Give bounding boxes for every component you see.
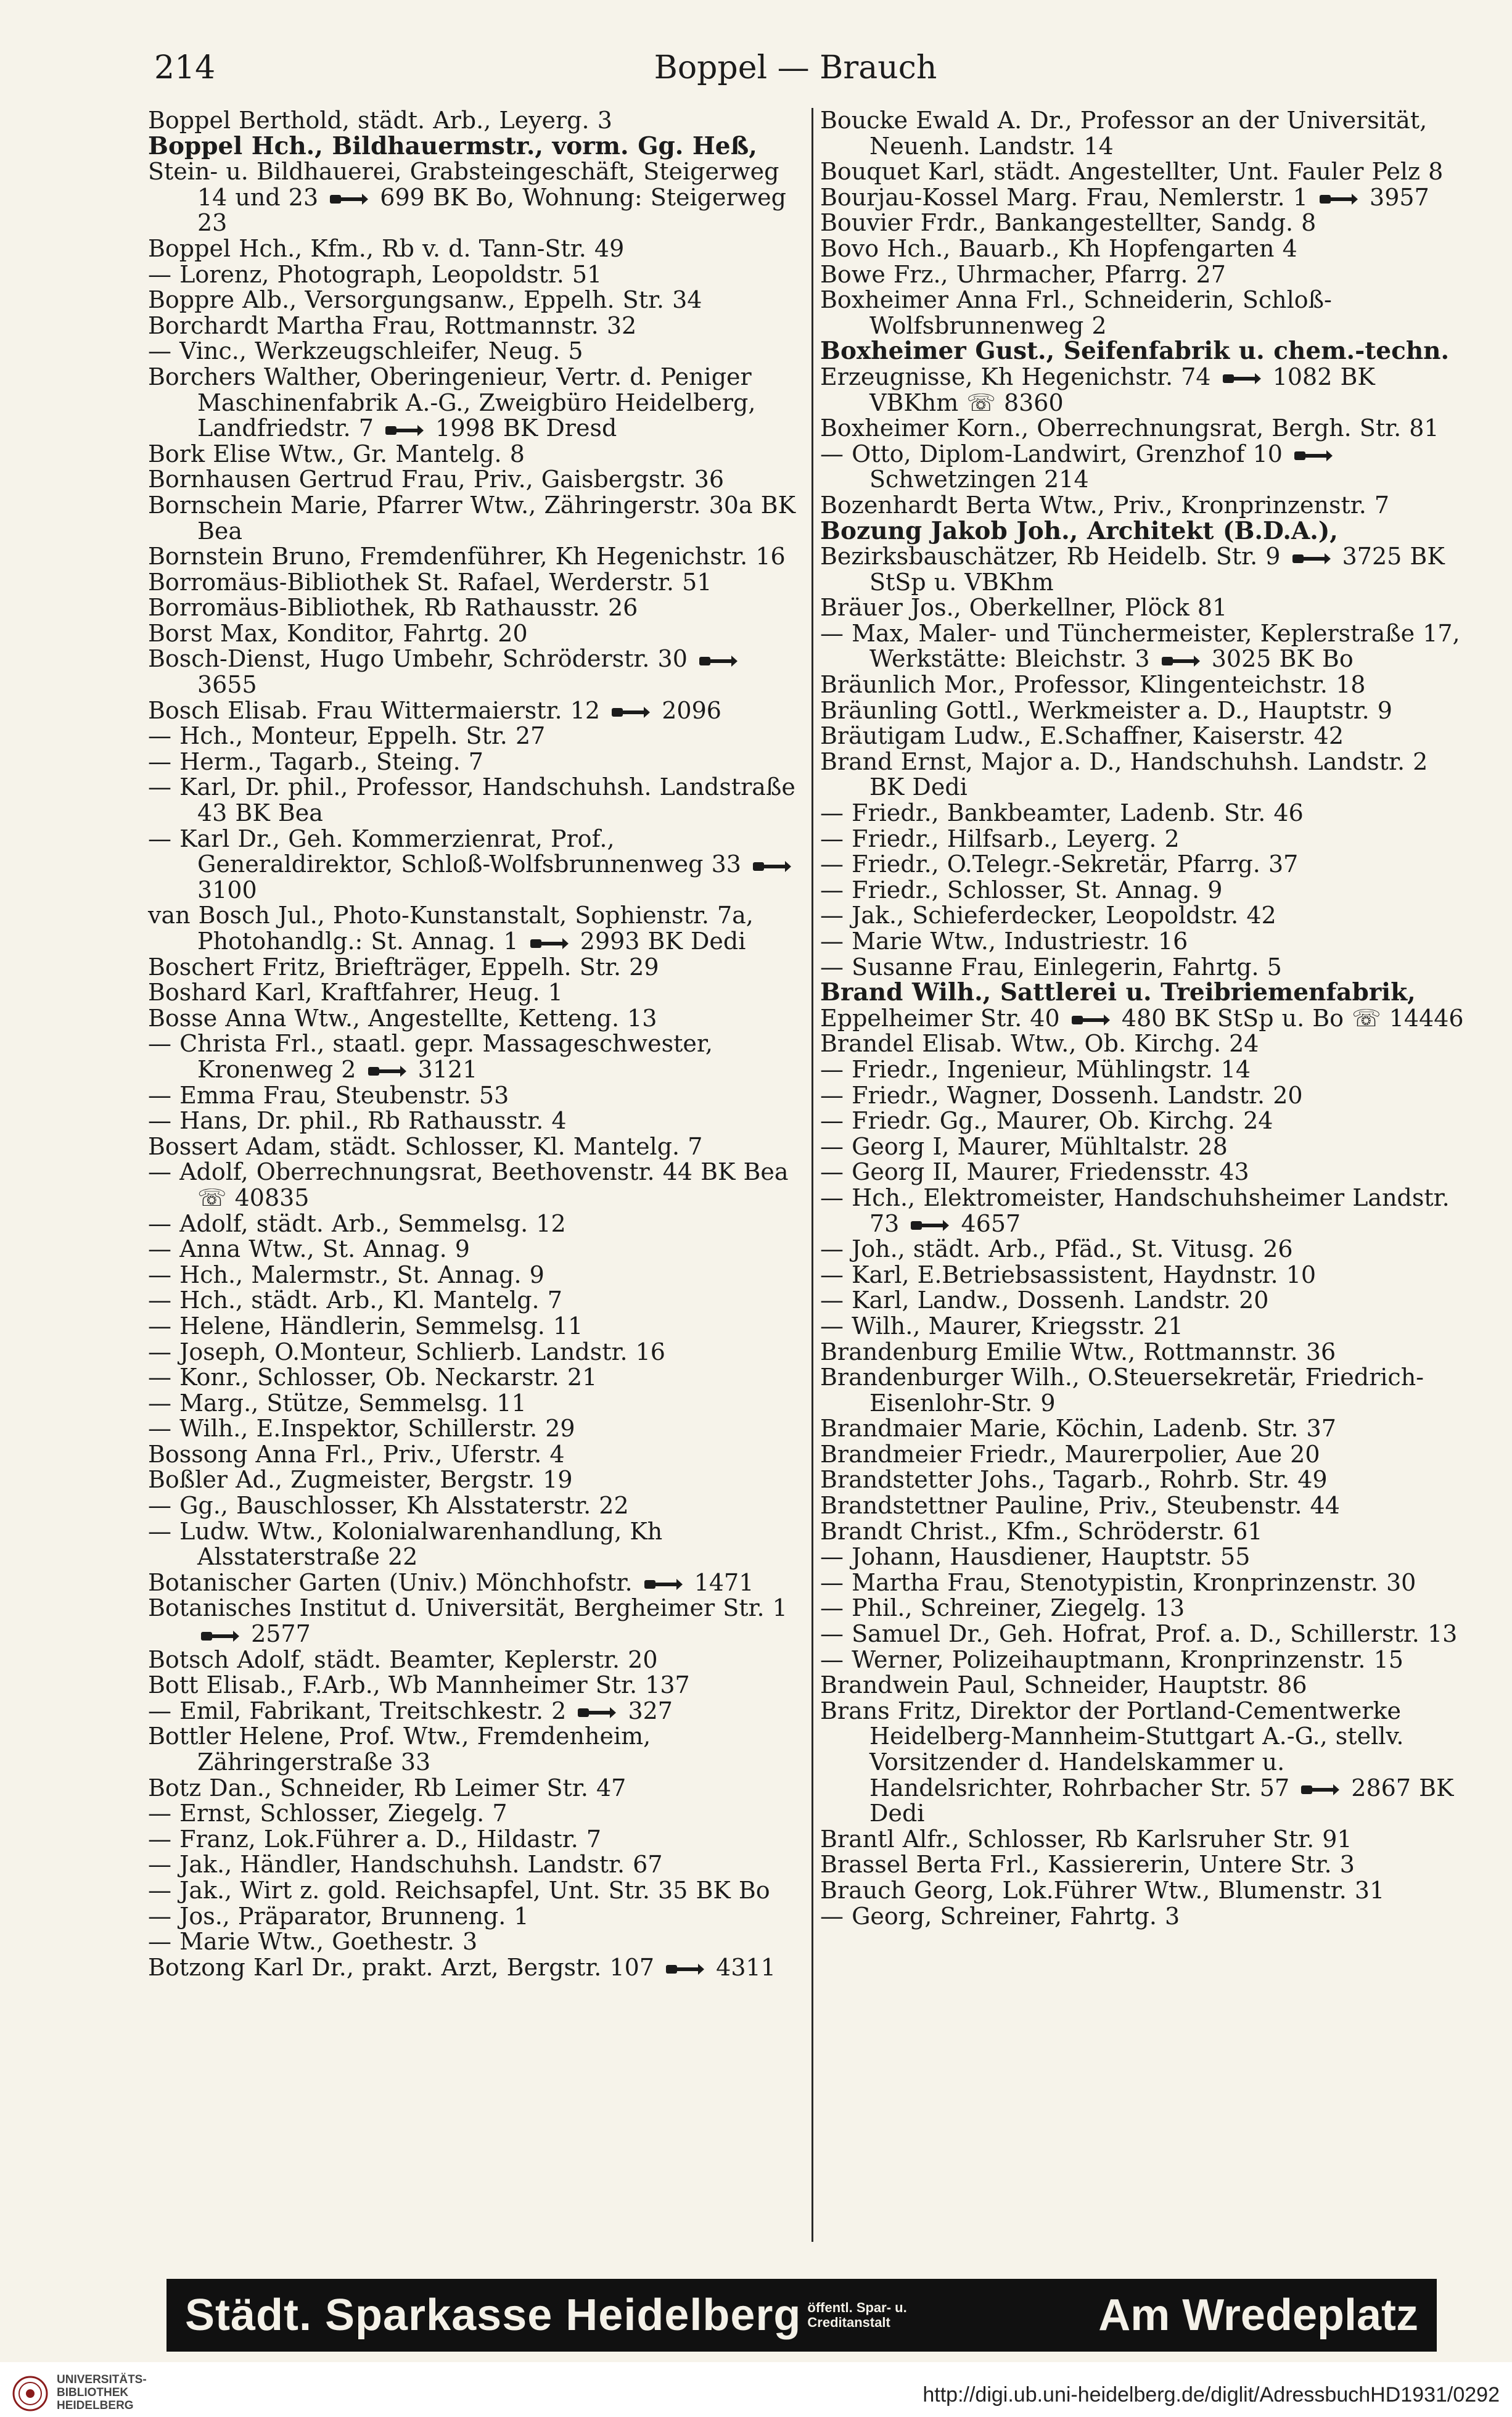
directory-entry: — Jak., Schieferdecker, Leopoldstr. 42 [820,902,1276,929]
advertiser-subtitle-line-2: Creditanstalt [807,2315,890,2330]
directory-entry: Bovo Hch., Bauarb., Kh Hopfengarten 4 [820,234,1297,262]
directory-entry: Bornstein Bruno, Fremdenführer, Kh Hegenichstr. 16 [148,543,786,570]
directory-entry: — Marie Wtw., Goethestr. 3 [148,1928,478,1956]
directory-entry: Boppre Alb., Versorgungsanw., Eppelh. Str. 34 [148,286,702,314]
telephone-icon [911,1219,949,1232]
directory-entry: Brantl Alfr., Schlosser, Rb Karlsruher Str. 91 [820,1825,1352,1853]
directory-entry: Bräunlich Mor., Professor, Klingenteichstr. 18 [820,671,1366,699]
directory-entry: Bornschein Marie, Pfarrer Wtw., Zähringerstr. 30a BK Bea [148,491,795,545]
directory-entry: Boppel Berthold, städt. Arb., Leyerg. 3 [148,107,612,134]
directory-entry: Botanischer Garten (Univ.) Mönchhofstr. 1471 [148,1568,754,1596]
directory-entry: Brans Fritz, Direktor der Portland-Cementwerke Heidelberg-Mannheim-Stuttgart A.-G., stellv. Vorsitzender d. Handelskammer u. Handelsrichter, Rohrbacher Str. 57 2867 BK Dedi [820,1697,1454,1827]
directory-entry: Brandmeier Friedr., Maurerpolier, Aue 20 [820,1440,1320,1468]
directory-entry: — Emil, Fabrikant, Treitschkestr. 2 327 [148,1697,673,1724]
left-column [148,108,795,1980]
directory-entry: Bott Elisab., F.Arb., Wb Mannheimer Str. 137 [148,1671,690,1699]
column-divider [811,108,813,2242]
directory-entry: Brandenburg Emilie Wtw., Rottmannstr. 36 [820,1338,1336,1365]
directory-entry: Boppel Hch., Bildhauermstr., vorm. Gg. Heß, [148,131,757,160]
directory-entry: Boxheimer Korn., Oberrechnungsrat, Bergh. Str. 81 [820,414,1439,442]
directory-entry: Bossong Anna Frl., Priv., Uferstr. 4 [148,1440,565,1468]
telephone-icon [644,1578,683,1591]
page-title: Boppel — Brauch [654,49,937,86]
telephone-icon [1223,372,1261,385]
directory-entry: Brandel Elisab. Wtw., Ob. Kirchg. 24 [820,1030,1259,1058]
directory-entry: Boucke Ewald A. Dr., Professor an der Universität, Neuenh. Landstr. 14 [820,107,1428,160]
footer [0,2362,1512,2417]
directory-entry: Botsch Adolf, städt. Beamter, Keplerstr. 20 [148,1645,658,1673]
telephone-icon [612,706,650,719]
directory-entry: Bräutigam Ludw., E.Schaffner, Kaiserstr. 42 [820,722,1344,750]
telephone-icon [530,937,569,950]
directory-entry: — Hans, Dr. phil., Rb Rathausstr. 4 [148,1107,567,1135]
directory-entry: Brandmaier Marie, Köchin, Ladenb. Str. 37 [820,1415,1336,1443]
directory-entry: — Wilh., E.Inspektor, Schillerstr. 29 [148,1415,575,1443]
directory-entry: — Jos., Präparator, Brunneng. 1 [148,1902,529,1930]
directory-entry: — Joh., städt. Arb., Pfäd., St. Vitusg. 26 [820,1235,1293,1263]
directory-entry: Bräuer Jos., Oberkellner, Plöck 81 [820,594,1228,622]
telephone-icon [1320,192,1358,206]
directory-entry: — Marie Wtw., Industriestr. 16 [820,928,1188,955]
advertiser-subtitle-line-1: öffentl. Spar- u. [807,2300,907,2315]
directory-entry: — Samuel Dr., Geh. Hofrat, Prof. a. D., Schillerstr. 13 [820,1620,1458,1648]
directory-entry: — Friedr., Wagner, Dossenh. Landstr. 20 [820,1081,1303,1109]
telephone-icon [1292,552,1331,566]
advertisement-banner [166,2279,1437,2352]
telephone-icon [578,1706,616,1719]
directory-entry: — Friedr., Schlosser, St. Annag. 9 [820,876,1223,904]
telephone-icon [368,1064,406,1078]
directory-entry: — Emma Frau, Steubenstr. 53 [148,1081,509,1109]
directory-entry: — Jak., Händler, Handschuhsh. Landstr. 67 [148,1851,663,1879]
directory-entry: Bozung Jakob Joh., Architekt (B.D.A.), [820,516,1338,545]
advertiser-location: Am Wredeplatz [1098,2291,1418,2340]
directory-entry: Botz Dan., Schneider, Rb Leimer Str. 47 [148,1774,627,1801]
directory-entry: — Franz, Lok.Führer a. D., Hildastr. 7 [148,1825,602,1853]
directory-entry: Brauch Georg, Lok.Führer Wtw., Blumenstr. 31 [820,1876,1385,1904]
directory-entry: — Karl, Dr. phil., Professor, Handschuhsh. Landstraße 43 BK Bea [148,773,795,827]
directory-entry: — Friedr., Hilfsarb., Leyerg. 2 [820,825,1180,852]
telephone-icon [1072,1013,1110,1027]
directory-entry: Borchardt Martha Frau, Rottmannstr. 32 [148,311,637,339]
directory-entry: — Christa Frl., staatl. gepr. Massageschwester, Kronenweg 2 3121 [148,1030,713,1083]
directory-entry: Bosch Elisab. Frau Wittermaierstr. 12 2096 [148,696,721,724]
directory-entry: — Jak., Wirt z. gold. Reichsapfel, Unt. Str. 35 BK Bo [148,1876,770,1904]
library-name [57,2373,147,2412]
directory-entry: Bosch-Dienst, Hugo Umbehr, Schröderstr. 30 3655 [148,646,795,698]
directory-entry: Borst Max, Konditor, Fahrtg. 20 [148,619,528,647]
directory-entry: — Martha Frau, Stenotypistin, Kronprinzenstr. 30 [820,1568,1416,1596]
directory-entry: — Herm., Tagarb., Steing. 7 [148,747,483,775]
directory-entry: Brandstettner Pauline, Priv., Steubenstr. 44 [820,1492,1340,1520]
advertiser-name: Städt. Sparkasse Heidelberg [185,2291,802,2340]
directory-entry: — Werner, Polizeihauptmann, Kronprinzenstr. 15 [820,1645,1403,1673]
directory-entry: Bornhausen Gertrud Frau, Priv., Gaisbergstr. 36 [148,466,725,493]
directory-entry: Boppel Hch., Kfm., Rb v. d. Tann-Str. 49 [148,234,625,262]
directory-entry: Bouquet Karl, städt. Angestellter, Unt. Fauler Pelz 8 [820,158,1444,186]
directory-entry: — Georg II, Maurer, Friedensstr. 43 [820,1158,1249,1186]
directory-entry: Brand Ernst, Major a. D., Handschuhsh. Landstr. 2 BK Dedi [820,747,1428,801]
directory-entry: Boschert Fritz, Briefträger, Eppelh. Str. 29 [148,953,659,981]
page-header [148,43,1443,99]
directory-entry: Boxheimer Anna Frl., Schneiderin, Schloß-Wolfsbrunnenweg 2 [820,286,1332,339]
directory-entry: — Anna Wtw., St. Annag. 9 [148,1235,470,1263]
advertiser-subtitle [807,2300,906,2330]
directory-entry: — Johann, Hausdiener, Hauptstr. 55 [820,1543,1251,1571]
directory-entry: — Hch., Malermstr., St. Annag. 9 [148,1261,544,1288]
telephone-icon [666,1962,704,1976]
telephone-icon [330,192,368,206]
directory-entry: Bozenhardt Berta Wtw., Priv., Kronprinzenstr. 7 [820,491,1390,519]
telephone-icon [1162,654,1200,668]
directory-entry: — Adolf, Oberrechnungsrat, Beethovenstr. 44 BK Bea ☏ 40835 [148,1158,789,1211]
directory-entry: Eppelheimer Str. 40 480 BK StSp u. Bo ☏ 14446 [820,1004,1464,1032]
directory-entry: — Phil., Schreiner, Ziegelg. 13 [820,1594,1185,1622]
directory-entry: — Friedr., Ingenieur, Mühlingstr. 14 [820,1055,1251,1083]
directory-entry: — Friedr., O.Telegr.-Sekretär, Pfarrg. 37 [820,850,1299,878]
directory-entry: Bork Elise Wtw., Gr. Mantelg. 8 [148,440,525,467]
directory-entry: — Hch., städt. Arb., Kl. Mantelg. 7 [148,1287,562,1314]
directory-entry: — Hch., Elektromeister, Handschuhsheimer Landstr. 73 4657 [820,1184,1450,1237]
directory-entry: Botanisches Institut d. Universität, Bergheimer Str. 1 2577 [148,1594,787,1648]
page-number: 214 [154,49,216,86]
directory-entry: Boshard Karl, Kraftfahrer, Heug. 1 [148,979,563,1007]
directory-entry: Bosse Anna Wtw., Angestellte, Ketteng. 13 [148,1004,657,1032]
directory-entry: Brand Wilh., Sattlerei u. Treibriemenfabrik, [820,978,1416,1007]
directory-entry: Bottler Helene, Prof. Wtw., Fremdenheim, Zähringerstraße 33 [148,1723,651,1776]
directory-entry: — Friedr., Bankbeamter, Ladenb. Str. 46 [820,799,1304,827]
telephone-icon [699,654,738,668]
telephone-icon [753,860,791,873]
directory-entry: Boxheimer Gust., Seifenfabrik u. chem.-techn. [820,337,1450,366]
directory-entry: — Georg I, Maurer, Mühltalstr. 28 [820,1132,1228,1160]
directory-entry: Bezirksbauschätzer, Rb Heidelb. Str. 9 3725 BK StSp u. VBKhm [820,543,1445,596]
directory-entry: — Karl, Landw., Dossenh. Landstr. 20 [820,1287,1269,1314]
library-name-line-3: HEIDELBERG [57,2399,134,2412]
directory-entry: — Friedr. Gg., Maurer, Ob. Kirchg. 24 [820,1107,1273,1135]
directory-entry: Borromäus-Bibliothek St. Rafael, Werderstr. 51 [148,568,712,596]
telephone-icon [201,1629,239,1643]
directory-entry: Botzong Karl Dr., prakt. Arzt, Bergstr. 107 4311 [148,1953,776,1981]
directory-entry: Bossert Adam, städt. Schlosser, Kl. Mantelg. 7 [148,1132,703,1160]
directory-entry: Brandwein Paul, Schneider, Hauptstr. 86 [820,1671,1307,1699]
directory-entry: — Max, Maler- und Tünchermeister, Keplerstraße 17, Werkstätte: Bleichstr. 3 3025 BK Bo [820,619,1460,673]
directory-entry: Brassel Berta Frl., Kassiererin, Untere Str. 3 [820,1851,1355,1879]
directory-entry: Bowe Frz., Uhrmacher, Pfarrg. 27 [820,260,1226,288]
directory-entry: Erzeugnisse, Kh Hegenichstr. 74 1082 BK VBKhm ☏ 8360 [820,363,1375,416]
directory-entry: — Otto, Diplom-Landwirt, Grenzhof 10 Schwetzingen 214 [820,442,1468,493]
directory-entry: — Lorenz, Photograph, Leopoldstr. 51 [148,260,602,288]
directory-entry: Brandt Christ., Kfm., Schröderstr. 61 [820,1517,1263,1545]
directory-entry: Boßler Ad., Zugmeister, Bergstr. 19 [148,1466,573,1494]
directory-entry: Bouvier Frdr., Bankangestellter, Sandg. 8 [820,209,1317,237]
directory-entry: — Ernst, Schlosser, Ziegelg. 7 [148,1800,507,1827]
directory-entry: — Adolf, städt. Arb., Semmelsg. 12 [148,1209,566,1237]
directory-entry: — Ludw. Wtw., Kolonialwarenhandlung, Kh Alsstaterstraße 22 [148,1517,663,1571]
source-url-link[interactable]: http://digi.ub.uni-heidelberg.de/diglit/AdressbuchHD1931/0292 [922,2383,1500,2407]
library-name-line-1: UNIVERSITÄTS- [57,2373,147,2386]
right-column [820,108,1468,1929]
directory-entry: Borchers Walther, Oberingenieur, Vertr. d. Peniger Maschinenfabrik A.-G., Zweigbüro Heidelberg, Landfriedstr. 7 1998 BK Dresd [148,363,756,442]
directory-entry: — Helene, Händlerin, Semmelsg. 11 [148,1312,583,1340]
directory-entry: van Bosch Jul., Photo-Kunstanstalt, Sophienstr. 7a, Photohandlg.: St. Annag. 1 2993 BK Dedi [148,902,754,955]
directory-entry: — Susanne Frau, Einlegerin, Fahrtg. 5 [820,953,1282,981]
directory-entry: — Wilh., Maurer, Kriegsstr. 21 [820,1312,1183,1340]
directory-entry: — Karl, E.Betriebsassistent, Haydnstr. 10 [820,1261,1317,1288]
telephone-icon [385,424,424,437]
directory-entry: Brandenburger Wilh., O.Steuersekretär, Friedrich-Eisenlohr-Str. 9 [820,1364,1424,1417]
directory-entry: Borromäus-Bibliothek, Rb Rathausstr. 26 [148,594,638,622]
directory-entry: — Vinc., Werkzeugschleifer, Neug. 5 [148,337,583,365]
library-logo-icon [12,2376,48,2411]
directory-entry: Stein- u. Bildhauerei, Grabsteingeschäft, Steigerweg 14 und 23 699 BK Bo, Wohnung: Steigerweg 23 [148,158,786,237]
directory-entry: Bourjau-Kossel Marg. Frau, Nemlerstr. 1 3957 [820,183,1429,211]
directory-entry: Brandstetter Johs., Tagarb., Rohrb. Str. 49 [820,1466,1328,1494]
directory-entry: — Marg., Stütze, Semmelsg. 11 [148,1389,527,1417]
directory-entry: — Karl Dr., Geh. Kommerzienrat, Prof., Generaldirektor, Schloß-Wolfsbrunnenweg 33 3100 [148,826,795,904]
telephone-icon [1301,1783,1339,1797]
directory-entry: — Joseph, O.Monteur, Schlierb. Landstr. 16 [148,1338,665,1365]
directory-entry: — Georg, Schreiner, Fahrtg. 3 [820,1902,1180,1930]
telephone-icon [1294,449,1333,463]
directory-entry: — Hch., Monteur, Eppelh. Str. 27 [148,722,546,750]
directory-entry: — Gg., Bauschlosser, Kh Alsstaterstr. 22 [148,1492,629,1520]
library-name-line-2: BIBLIOTHEK [57,2386,129,2399]
directory-entry: Bräunling Gottl., Werkmeister a. D., Hauptstr. 9 [820,696,1392,724]
directory-entry: — Konr., Schlosser, Ob. Neckarstr. 21 [148,1364,598,1391]
